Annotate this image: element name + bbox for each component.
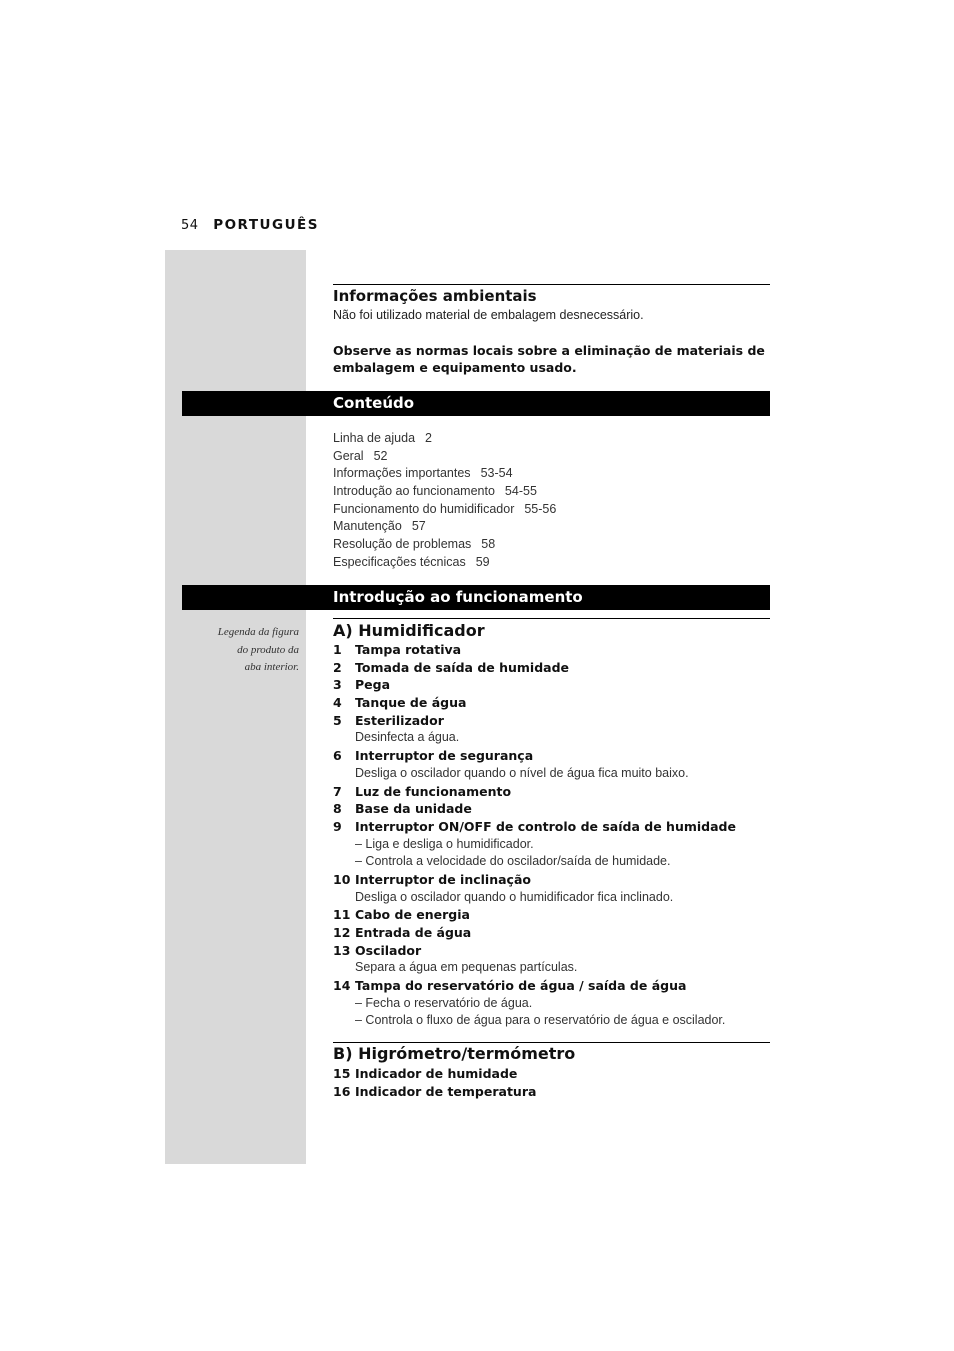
part-number: 7	[333, 783, 342, 799]
part-description-text: – Liga e desliga o humidificador.	[355, 836, 534, 851]
humidifier-heading: A) Humidificador	[333, 621, 485, 640]
part-item	[333, 712, 773, 730]
contents-list	[333, 430, 556, 572]
part-number: 14	[333, 978, 351, 994]
part-description	[333, 836, 773, 854]
part-item	[333, 977, 773, 995]
figure-legend-note: Legenda da figura do produto da aba interior.	[217, 626, 299, 673]
part-number: 12	[333, 925, 351, 940]
toc-item: Geral 52	[333, 448, 388, 463]
toc-item: Funcionamento do humidificador 55-56	[333, 501, 557, 516]
hygrometer-parts-list	[333, 1065, 773, 1100]
part-description	[333, 853, 773, 871]
page-number: 54	[181, 218, 199, 233]
part-item	[333, 641, 773, 659]
toc-item: Especificações técnicas 59	[333, 554, 490, 569]
part-number: 15	[333, 1066, 351, 1081]
toc-item: Resolução de problemas 58	[333, 537, 496, 552]
part-description-text: Desliga o oscilador quando o humidificador fica inclinado.	[355, 889, 674, 904]
part-name: Esterilizador	[355, 712, 444, 728]
part-number: 16	[333, 1083, 351, 1099]
part-item	[333, 818, 773, 836]
part-item	[333, 906, 773, 924]
section-rule	[333, 618, 770, 619]
part-name: Interruptor de segurança	[355, 748, 534, 764]
part-name: Tomada de saída de humidade	[355, 659, 570, 675]
part-description-text: Separa a água em pequenas partículas.	[355, 960, 578, 975]
toc-item: Informações importantes 53-54	[333, 466, 513, 481]
part-item	[333, 659, 773, 677]
contents-bar	[182, 391, 770, 416]
part-name: Tampa rotativa	[355, 642, 462, 657]
part-description-text: – Controla o fluxo de água para o reservatório de água e oscilador.	[355, 1013, 726, 1028]
part-number: 13	[333, 942, 351, 958]
part-name: Cabo de energia	[355, 907, 470, 923]
part-description-text: Desliga o oscilador quando o nível de água fica muito baixo.	[355, 765, 689, 780]
part-number: 1	[333, 642, 342, 657]
part-item	[333, 694, 773, 712]
part-item	[333, 924, 773, 942]
part-description	[333, 889, 773, 907]
part-item	[333, 942, 773, 960]
language-label: PORTUGUÊS	[213, 217, 320, 233]
contents-heading: Conteúdo	[333, 394, 415, 412]
part-name: Pega	[355, 677, 391, 693]
part-name: Tampa do reservatório de água / saída de água	[355, 978, 687, 994]
env-heading: Informações ambientais	[333, 287, 537, 305]
part-item	[333, 783, 773, 801]
part-number: 5	[333, 712, 342, 728]
part-description-text: Desinfecta a água.	[355, 730, 460, 745]
part-item	[333, 1083, 773, 1101]
part-name: Luz de funcionamento	[355, 783, 512, 799]
intro-bar	[182, 585, 770, 610]
env-bold-note: Observe as normas locais sobre a eliminação de materiais de embalagem e equipamento usado.	[333, 343, 765, 375]
part-description	[333, 959, 773, 977]
part-number: 10	[333, 871, 351, 887]
part-name: Interruptor de inclinação	[355, 871, 531, 887]
section-rule	[333, 1042, 770, 1043]
toc-item: Manutenção 57	[333, 519, 426, 534]
part-item	[333, 871, 773, 889]
toc-item: Linha de ajuda 2	[333, 431, 432, 445]
part-description	[333, 1012, 773, 1030]
part-description	[333, 729, 773, 747]
part-number: 2	[333, 659, 342, 675]
part-name: Indicador de temperatura	[355, 1083, 537, 1099]
part-name: Entrada de água	[355, 925, 472, 940]
part-item	[333, 1065, 773, 1083]
part-number: 8	[333, 801, 342, 817]
part-description	[333, 765, 773, 783]
part-item	[333, 747, 773, 765]
env-text: Não foi utilizado material de embalagem desnecessário.	[333, 308, 644, 322]
hygrometer-heading: B) Higrómetro/termómetro	[333, 1044, 576, 1063]
part-number: 9	[333, 818, 342, 834]
part-item	[333, 676, 773, 694]
part-name: Base da unidade	[355, 801, 472, 817]
part-number: 6	[333, 748, 342, 764]
intro-heading: Introdução ao funcionamento	[333, 588, 583, 606]
part-name: Tanque de água	[355, 695, 467, 711]
part-description	[333, 995, 773, 1013]
part-number: 3	[333, 677, 342, 693]
part-name: Interruptor ON/OFF de controlo de saída de humidade	[355, 818, 736, 834]
page-header	[181, 217, 319, 233]
sidebar-panel	[165, 250, 306, 1164]
part-description-text: – Fecha o reservatório de água.	[355, 995, 533, 1010]
section-rule	[333, 284, 770, 285]
part-number: 11	[333, 907, 351, 923]
toc-item: Introdução ao funcionamento 54-55	[333, 484, 537, 499]
part-name: Indicador de humidade	[355, 1066, 518, 1081]
part-description-text: – Controla a velocidade do oscilador/saída de humidade.	[355, 854, 671, 869]
part-item	[333, 800, 773, 818]
humidifier-parts-list	[333, 641, 773, 1030]
part-number: 4	[333, 695, 342, 711]
part-name: Oscilador	[355, 942, 422, 958]
